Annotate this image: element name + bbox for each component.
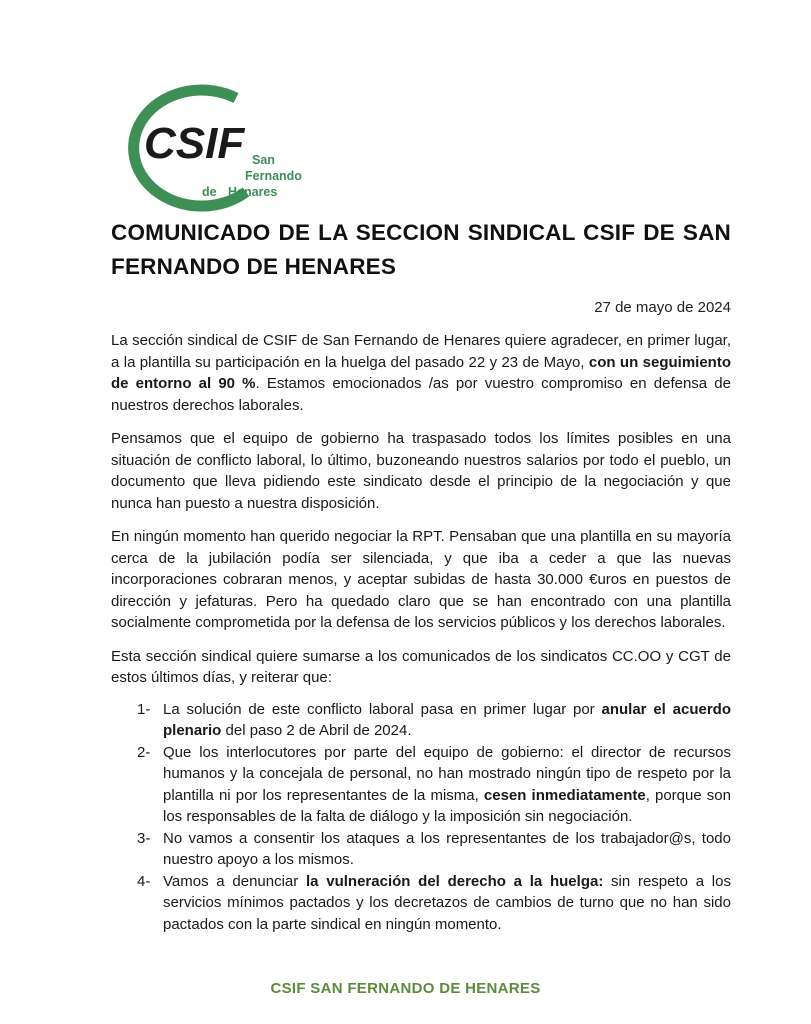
list-item-3-text: No vamos a consentir los ataques a los representantes de los trabajador@s, todo nuestro apoyo a los mismos. bbox=[163, 829, 731, 868]
title-line-1: COMUNICADO DE LA SECCION SINDICAL CSIF DE SAN bbox=[111, 220, 731, 245]
logo-line1: San bbox=[252, 153, 275, 167]
paragraph-1 bbox=[111, 330, 731, 416]
list-item bbox=[111, 828, 731, 871]
list-number: 2- bbox=[137, 743, 151, 761]
list-item-2-emphasis: cesen inmediatamente bbox=[483, 786, 646, 804]
title-line-2: FERNANDO DE HENARES bbox=[111, 254, 397, 279]
list-item-4-text-c: sin respeto a los servicios mínimos pactados y los decretazos de cambios de turno que no han sido pactados con la parte sindical en ningún momento. bbox=[163, 872, 731, 933]
list-item-2-text-a: Que los interlocutores por parte del equipo de gobierno: el director de recursos humanos y la concejala de personal, no han mostrado ningún tipo de respeto por la plantilla ni por los representantes de la misma, bbox=[163, 743, 731, 804]
logo-brand: CSIF bbox=[144, 119, 245, 168]
list-item-1-text-c: del paso 2 de Abril de 2024. bbox=[221, 722, 412, 739]
list-number: 3- bbox=[137, 829, 151, 847]
paragraph-1-emphasis: con un seguimiento de entorno al 90 % bbox=[111, 353, 731, 392]
demands-list bbox=[111, 699, 731, 936]
paragraph-1-text-c: . Estamos emocionados /as por vuestro compromiso en defensa de nuestros derechos laborales. bbox=[111, 375, 731, 414]
list-item-2-text-c: , porque son los responsables de la falta de diálogo y la imposición sin negociación. bbox=[163, 786, 731, 825]
logo-line3b: Henares bbox=[228, 185, 278, 199]
list-item-1-emphasis: anular el acuerdo plenario bbox=[163, 700, 731, 739]
csif-logo bbox=[118, 80, 302, 205]
list-item-1-text-a: La solución de este conflicto laboral pasa en primer lugar por bbox=[163, 700, 602, 718]
list-item bbox=[111, 699, 731, 742]
logo-line2: Fernando bbox=[245, 169, 302, 183]
paragraph-4: Esta sección sindical quiere sumarse a los comunicados de los sindicatos CC.OO y CGT de estos últimos días, y reiterar que: bbox=[111, 647, 731, 686]
document-body bbox=[111, 330, 731, 935]
list-number: 4- bbox=[137, 872, 151, 890]
paragraph-3: En ningún momento han querido negociar la RPT. Pensaban que una plantilla en su mayoría cerca de la jubilación podía ser silenciada, y que iba a ceder a que las nuevas incorporaciones cobraran menos, y aceptar subidas de hasta 30.000 €uros en puestos de dirección y jefaturas. Pero ha quedado claro que se han encontrado con una plantilla socialmente comprometida por la defensa de los servicios públicos y los derechos laborales. bbox=[111, 528, 731, 631]
paragraph-1-text-a: La sección sindical de CSIF de San Fernando de Henares quiere agradecer, en primer lugar, a la plantilla su participación en la huelga del pasado 22 y 23 de Mayo, bbox=[111, 332, 731, 371]
footer-signature: CSIF SAN FERNANDO DE HENARES bbox=[270, 980, 541, 997]
list-item-4-text-a: Vamos a denunciar bbox=[163, 872, 306, 890]
list-item bbox=[111, 742, 731, 828]
csif-logo-graphic bbox=[118, 80, 302, 205]
list-number: 1- bbox=[137, 700, 151, 718]
paragraph-2: Pensamos que el equipo de gobierno ha traspasado todos los límites posibles en una situación de conflicto laboral, lo último, buzoneando nuestros salarios por todo el pueblo, un documento que lleva pidiendo este sindicato desde el principio de la negociación y que nunca han puesto a nuestra disposición. bbox=[111, 430, 731, 512]
list-item bbox=[111, 871, 731, 936]
document-date: 27 de mayo de 2024 bbox=[594, 299, 731, 316]
list-item-4-emphasis: la vulneración del derecho a la huelga: bbox=[306, 872, 604, 890]
logo-line3a: de bbox=[202, 185, 217, 199]
page-title bbox=[111, 216, 731, 284]
